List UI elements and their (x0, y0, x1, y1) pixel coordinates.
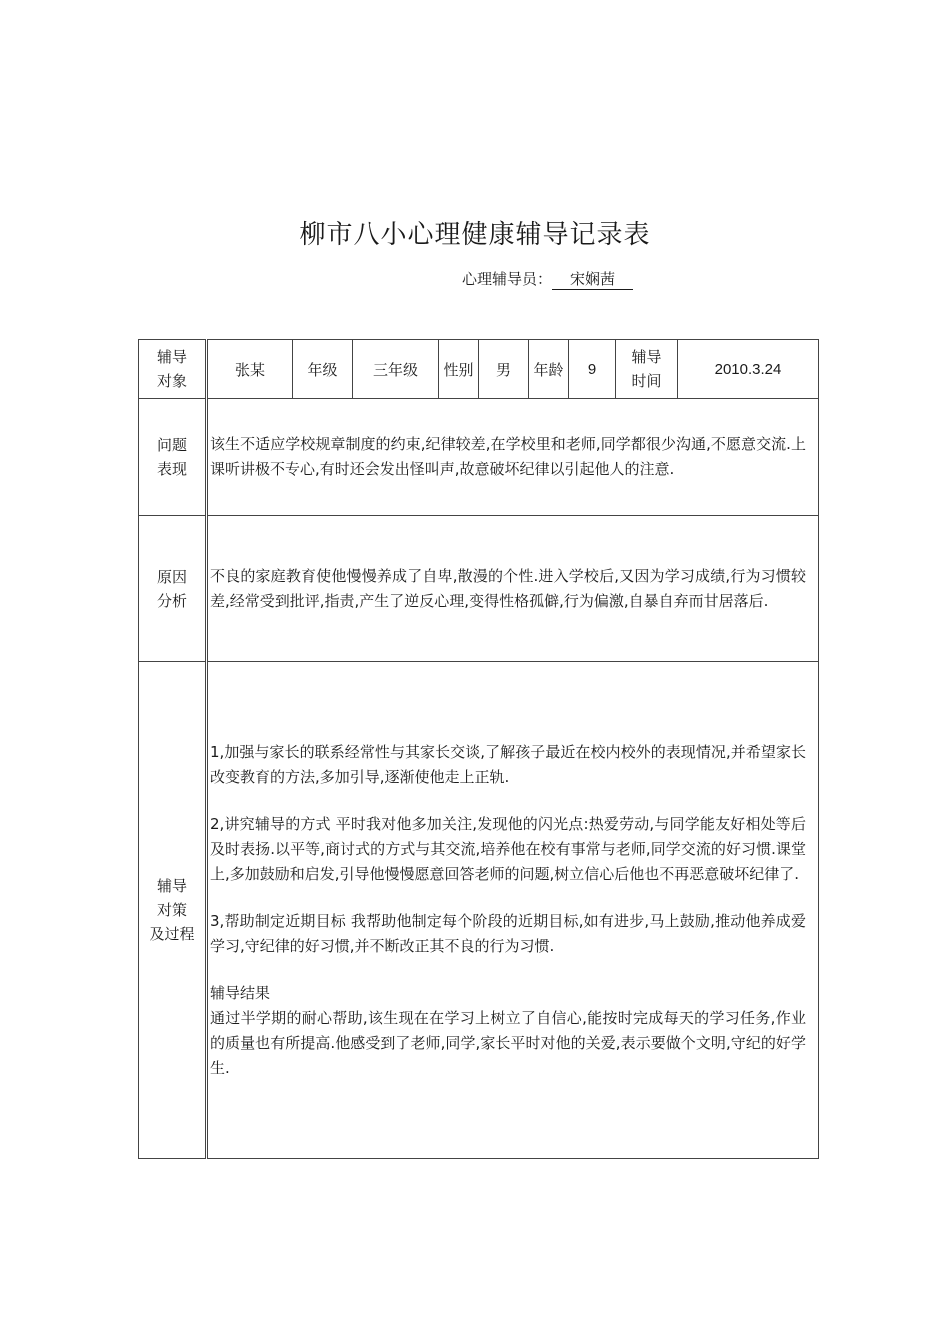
grade-label: 年级 (293, 340, 353, 399)
counselor-line (462, 268, 633, 290)
result-title: 辅导结果 (210, 983, 271, 1002)
problem-text: 该生不适应学校规章制度的约束,纪律较差,在学校里和老师,同学都很少沟通,不愿意交流.上课听讲极不专心,有时还会发出怪叫声,故意破坏纪律以引起他人的注意. (207, 399, 819, 516)
strategy-row (139, 662, 819, 1159)
gender-label: 性别 (439, 340, 479, 399)
gender-value: 男 (479, 340, 529, 399)
age-label: 年龄 (529, 340, 569, 399)
strategy-text (207, 662, 819, 1159)
strategy-item-2: 2,讲究辅导的方式 平时我对他多加关注,发现他的闪光点:热爱劳动,与同学能友好相处等后及时表扬.以平等,商讨式的方式与其交流,培养他在校有事常与老师,同学交流的好习惯.课堂上,多加鼓励和启发,引导他慢慢愿意回答老师的问题,树立信心后他也不再恶意破坏纪律了. (210, 814, 806, 883)
time-value: 2010.3.24 (678, 340, 819, 399)
header-row (139, 340, 819, 399)
subject-name: 张某 (207, 340, 293, 399)
problem-label: 问题 表现 (139, 399, 207, 516)
record-table (138, 339, 819, 1159)
time-label: 辅导 时间 (616, 340, 678, 399)
counselor-name: 宋娴茜 (552, 270, 633, 290)
subject-label: 辅导 对象 (139, 340, 207, 399)
counselor-label: 心理辅导员： (462, 270, 553, 288)
cause-label: 原因 分析 (139, 516, 207, 662)
age-value: 9 (569, 340, 616, 399)
strategy-label: 辅导 对策 及过程 (139, 662, 207, 1159)
problem-row (139, 399, 819, 516)
page-title: 柳市八小心理健康辅导记录表 (299, 220, 651, 250)
strategy-item-3: 3,帮助制定近期目标 我帮助他制定每个阶段的近期目标,如有进步,马上鼓励,推动他养成爱学习,守纪律的好习惯,并不断改正其不良的行为习惯. (210, 911, 806, 955)
strategy-item-1: 1,加强与家长的联系经常性与其家长交谈,了解孩子最近在校内校外的表现情况,并希望家长改变教育的方法,多加引导,逐渐使他走上正轨. (210, 742, 806, 786)
cause-row (139, 516, 819, 662)
cause-text: 不良的家庭教育使他慢慢养成了自卑,散漫的个性.进入学校后,又因为学习成绩,行为习惯较差,经常受到批评,指责,产生了逆反心理,变得性格孤僻,行为偏激,自暴自弃而甘居落后. (207, 516, 819, 662)
grade-value: 三年级 (353, 340, 439, 399)
result-text: 通过半学期的耐心帮助,该生现在在学习上树立了自信心,能按时完成每天的学习任务,作业的质量也有所提高.他感受到了老师,同学,家长平时对他的关爱,表示要做个文明,守纪的好学生. (210, 1008, 806, 1077)
